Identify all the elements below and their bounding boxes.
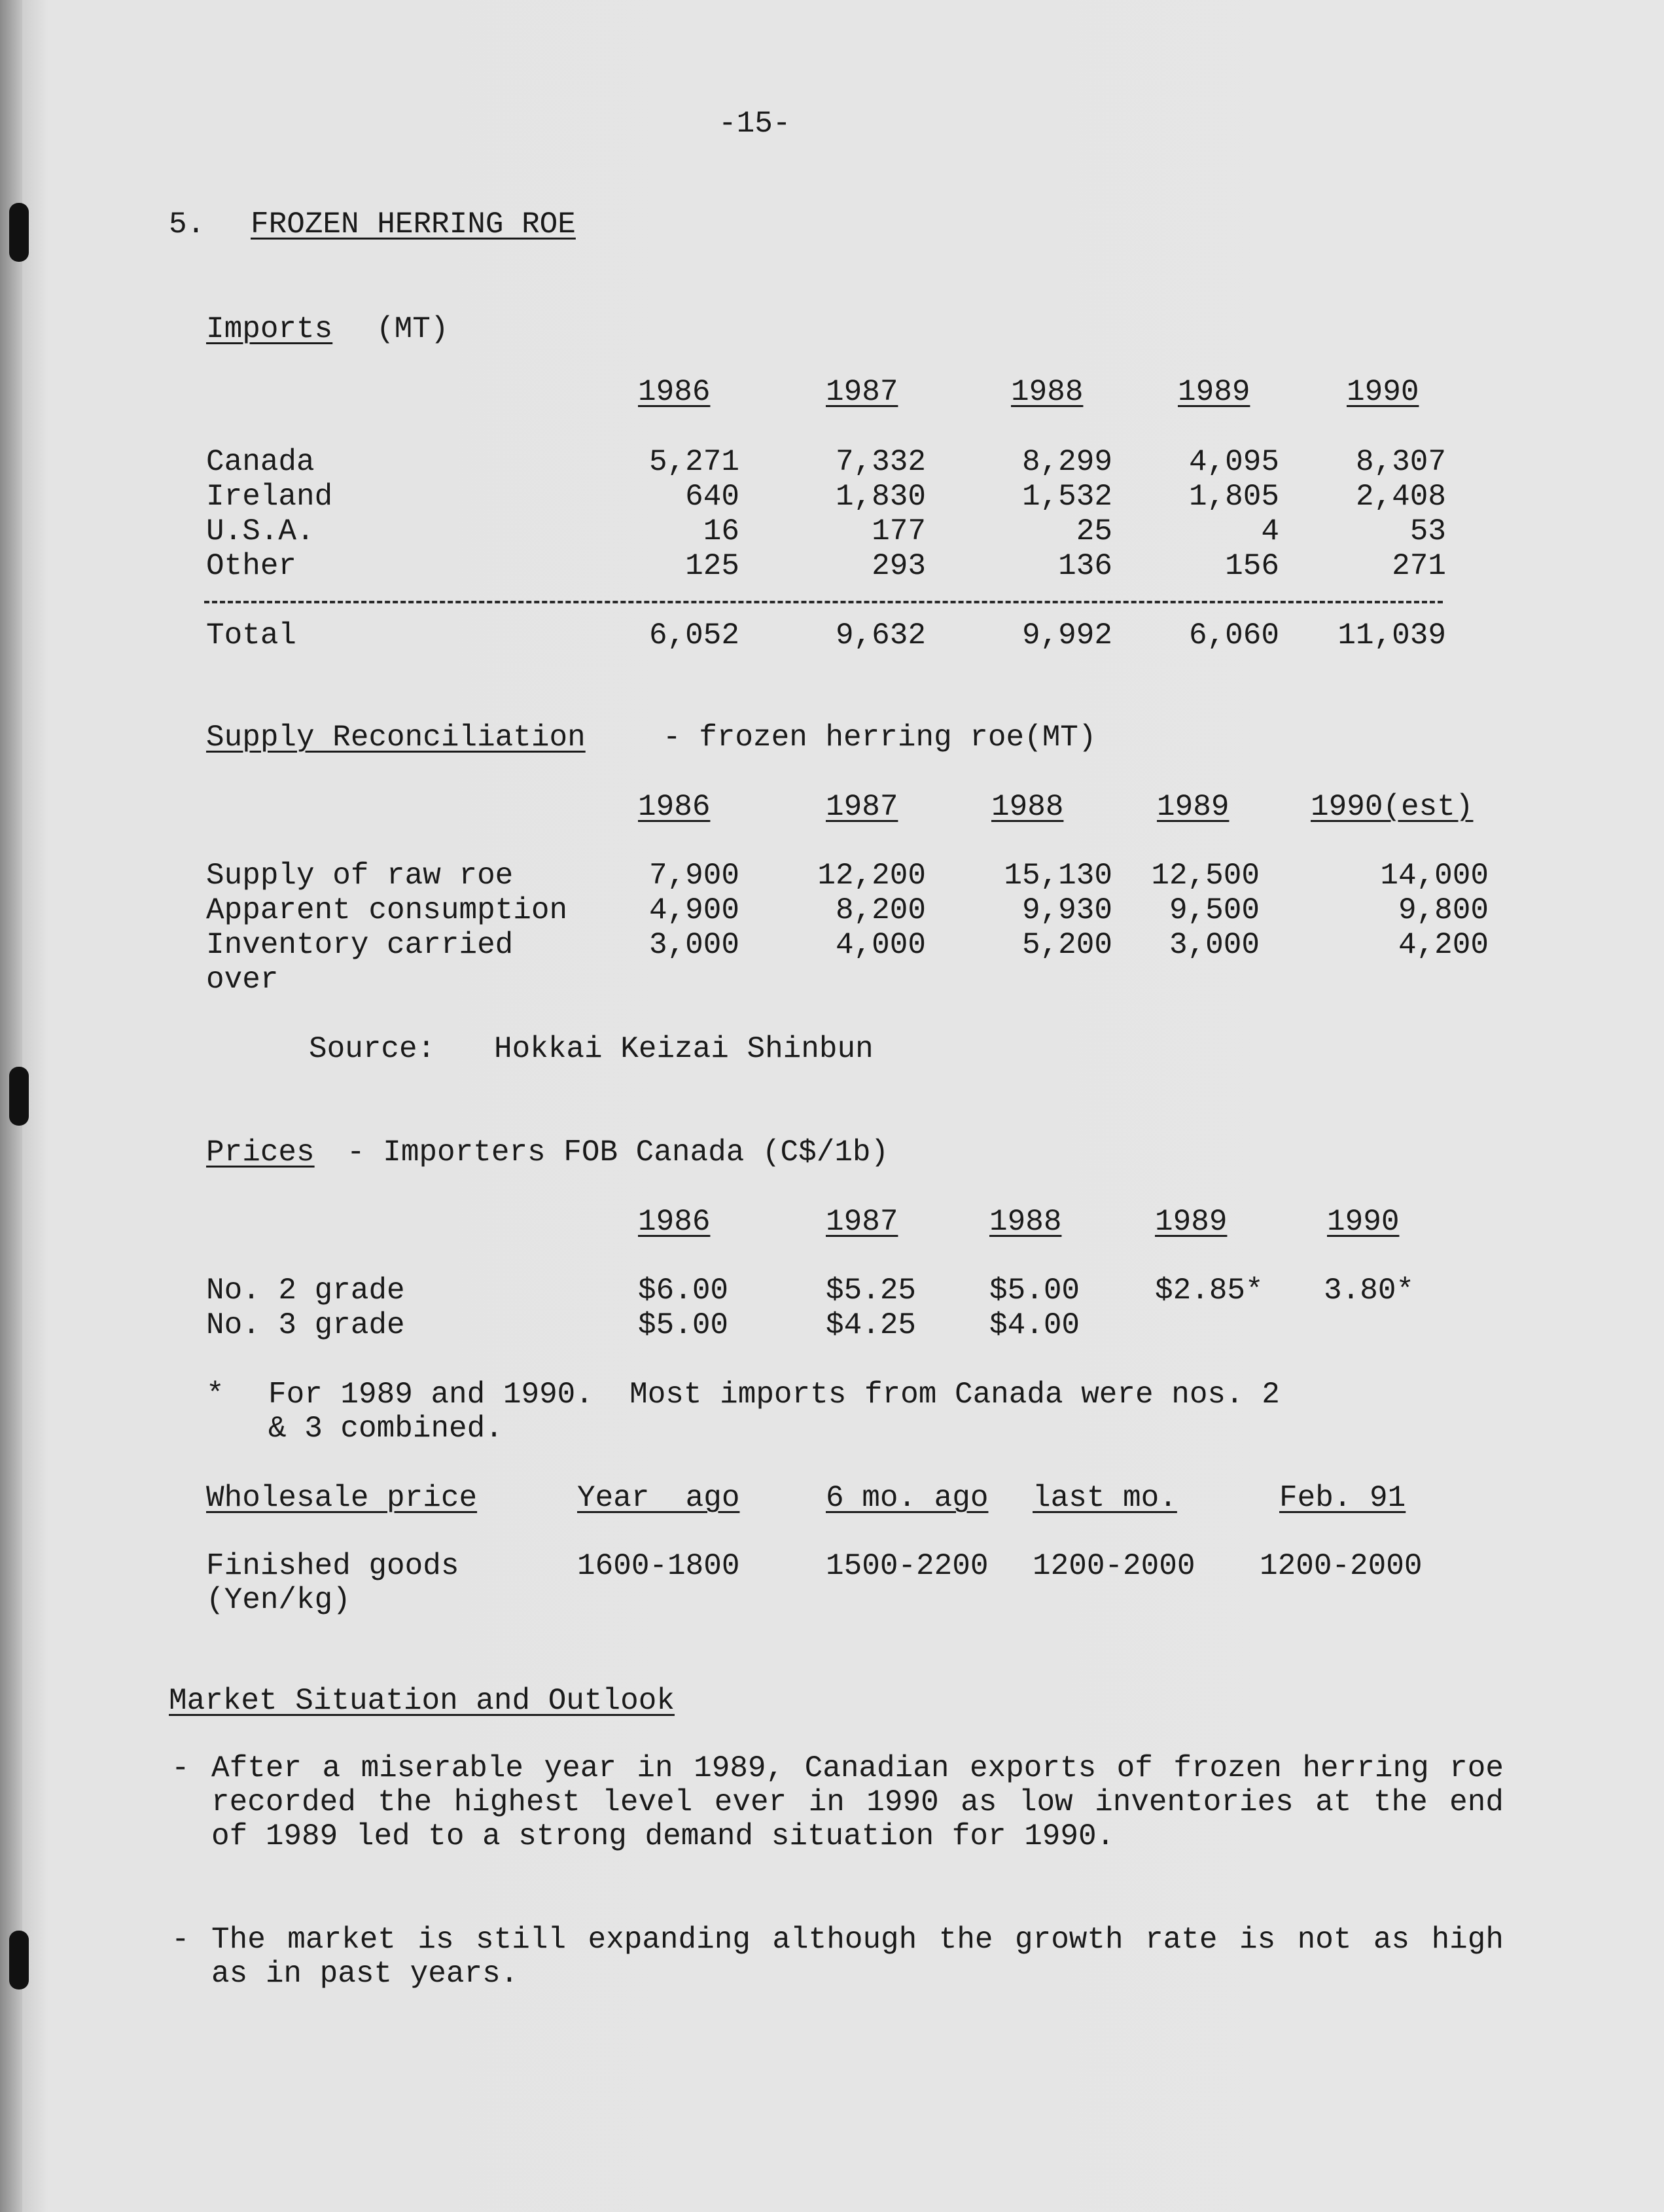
wholesale-row-label: Finished goods: [206, 1549, 459, 1583]
table-cell: 9,992: [1021, 618, 1112, 652]
prices-column-1989: [1155, 1274, 1264, 1308]
bullet-marker: -: [171, 1751, 190, 1785]
table-cell: $4.00: [989, 1308, 1080, 1342]
prices-year-header: 1990: [1327, 1205, 1400, 1239]
footnote-line: & 3 combined.: [268, 1412, 503, 1446]
source-label: Source:: [309, 1032, 436, 1066]
imports-row-label: Ireland: [206, 480, 333, 514]
table-cell: 9,500: [1169, 893, 1260, 927]
wholesale-header: Feb. 91: [1279, 1481, 1406, 1515]
supply-row-label-continued: over: [206, 963, 279, 997]
table-cell: 1200-2000: [1033, 1549, 1195, 1583]
supply-row-label: Apparent consumption: [206, 893, 568, 927]
table-cell: 640: [685, 480, 739, 514]
supply-year-header: 1989: [1157, 790, 1230, 824]
table-cell: 9,632: [835, 618, 926, 652]
wholesale-header: Wholesale price: [206, 1481, 478, 1515]
table-cell: $5.25: [826, 1274, 917, 1308]
wholesale-header: Year ago: [577, 1481, 740, 1515]
table-cell: $2.85*: [1155, 1274, 1264, 1308]
table-cell: 1,830: [835, 480, 926, 514]
wholesale-header: 6 mo. ago: [826, 1481, 989, 1515]
table-cell: 177: [872, 514, 926, 548]
supply-year-header: 1987: [826, 790, 898, 824]
imports-total-label: Total: [206, 618, 297, 652]
imports-year-header: 1986: [638, 375, 711, 409]
prices-year-header: 1986: [638, 1205, 711, 1239]
imports-column-1990: [1302, 445, 1446, 584]
imports-column-1988: [955, 445, 1112, 584]
table-cell: 9,930: [1021, 893, 1112, 927]
table-cell: 25: [1076, 514, 1112, 548]
supply-label-column: [206, 859, 567, 997]
table-cell: $5.00: [989, 1274, 1080, 1308]
section-number: 5.: [169, 207, 205, 241]
outlook-heading: Market Situation and Outlook: [169, 1684, 675, 1718]
dashed-rule: [204, 601, 1443, 603]
supply-year-header: 1990(est): [1311, 790, 1474, 824]
prices-column-1990: [1324, 1274, 1414, 1308]
table-cell: 5,271: [648, 445, 739, 479]
supply-subtitle: - frozen herring roe(MT): [663, 721, 1097, 755]
imports-row-label: Canada: [206, 445, 315, 479]
supply-year-header: 1988: [991, 790, 1064, 824]
table-cell: 4,900: [648, 893, 739, 927]
table-cell: 3,000: [648, 928, 739, 962]
outlook-bullet: After a miserable year in 1989, Canadian exports of frozen herring roe recorded the highest level ever in 1990 as low inventories at the end of 1989 led to a strong demand situation for 1990.: [211, 1751, 1504, 1853]
table-cell: 1200-2000: [1260, 1549, 1423, 1583]
table-cell: 7,332: [835, 445, 926, 479]
punch-hole: [9, 1931, 29, 1989]
table-cell: 4,095: [1188, 445, 1279, 479]
prices-year-header: 1989: [1155, 1205, 1228, 1239]
imports-heading: Imports: [206, 312, 333, 346]
table-cell: 8,307: [1355, 445, 1446, 479]
table-cell: 12,500: [1151, 859, 1260, 893]
prices-subtitle: - Importers FOB Canada (C$/1b): [347, 1135, 889, 1169]
section-title: FROZEN HERRING ROE: [251, 207, 576, 241]
table-cell: $4.25: [826, 1308, 917, 1342]
punch-hole: [9, 203, 29, 262]
imports-row-label: Other: [206, 549, 297, 583]
table-cell: 53: [1409, 514, 1446, 548]
supply-heading: Supply Reconciliation: [206, 721, 586, 755]
table-cell: 4,000: [835, 928, 926, 962]
table-cell: 7,900: [648, 859, 739, 893]
table-cell: $5.00: [638, 1308, 729, 1342]
prices-row-label: No. 2 grade: [206, 1274, 405, 1308]
supply-column-1988: [955, 859, 1112, 963]
imports-year-header: 1987: [826, 375, 898, 409]
prices-year-header: 1988: [989, 1205, 1062, 1239]
table-cell: 6,052: [648, 618, 739, 652]
table-cell: 8,200: [835, 893, 926, 927]
table-cell: 4: [1261, 514, 1279, 548]
supply-row-label: Supply of raw roe: [206, 859, 514, 893]
prices-year-header: 1987: [826, 1205, 898, 1239]
table-cell: 4,200: [1398, 928, 1489, 962]
punch-hole: [9, 1067, 29, 1126]
supply-row-label: Inventory carried: [206, 928, 514, 962]
table-cell: 9,800: [1398, 893, 1489, 927]
table-cell: 14,000: [1380, 859, 1489, 893]
supply-column-1989: [1106, 859, 1260, 963]
imports-year-header: 1990: [1347, 375, 1419, 409]
prices-row-label: No. 3 grade: [206, 1308, 405, 1342]
wholesale-header: last mo.: [1033, 1481, 1177, 1515]
table-cell: 1,532: [1021, 480, 1112, 514]
table-cell: 125: [685, 549, 739, 583]
supply-column-1987: [772, 859, 926, 963]
outlook-bullet: The market is still expanding although the growth rate is not as high as in past years.: [211, 1923, 1504, 1991]
table-cell: 156: [1225, 549, 1279, 583]
footnote-line: For 1989 and 1990. Most imports from Canada were nos. 2: [268, 1378, 1280, 1412]
table-cell: 1500-2200: [826, 1549, 989, 1583]
bullet-marker: -: [171, 1923, 190, 1957]
supply-column-1990: [1322, 859, 1489, 963]
prices-heading: Prices: [206, 1135, 315, 1169]
prices-column-1987: [826, 1274, 916, 1343]
imports-column-1989: [1132, 445, 1279, 584]
table-cell: 3.80*: [1324, 1274, 1415, 1308]
table-cell: 6,060: [1188, 618, 1279, 652]
table-cell: 2,408: [1355, 480, 1446, 514]
table-cell: 5,200: [1021, 928, 1112, 962]
imports-unit: (MT): [376, 312, 449, 346]
supply-column-1986: [589, 859, 739, 963]
table-cell: 1600-1800: [577, 1549, 740, 1583]
imports-label-column: [206, 445, 332, 584]
imports-column-1987: [772, 445, 926, 584]
table-cell: 15,130: [1004, 859, 1112, 893]
footnote-mark: *: [206, 1378, 224, 1412]
supply-year-header: 1986: [638, 790, 711, 824]
source-value: Hokkai Keizai Shinbun: [494, 1032, 874, 1066]
imports-row-label: U.S.A.: [206, 514, 315, 548]
imports-year-header: 1989: [1178, 375, 1250, 409]
table-cell: 16: [703, 514, 739, 548]
table-cell: 8,299: [1021, 445, 1112, 479]
prices-column-1988: [989, 1274, 1080, 1343]
prices-label-column: [206, 1274, 405, 1343]
wholesale-row-label-unit: (Yen/kg): [206, 1583, 351, 1617]
table-cell: 11,039: [1337, 618, 1446, 652]
imports-year-header: 1988: [1011, 375, 1084, 409]
prices-column-1986: [638, 1274, 728, 1343]
page-number: -15-: [718, 107, 791, 141]
table-cell: $6.00: [638, 1274, 729, 1308]
table-cell: 136: [1058, 549, 1112, 583]
table-cell: 1,805: [1188, 480, 1279, 514]
table-cell: 293: [872, 549, 926, 583]
imports-column-1986: [589, 445, 739, 584]
table-cell: 12,200: [817, 859, 926, 893]
table-cell: 271: [1392, 549, 1446, 583]
table-cell: 3,000: [1169, 928, 1260, 962]
